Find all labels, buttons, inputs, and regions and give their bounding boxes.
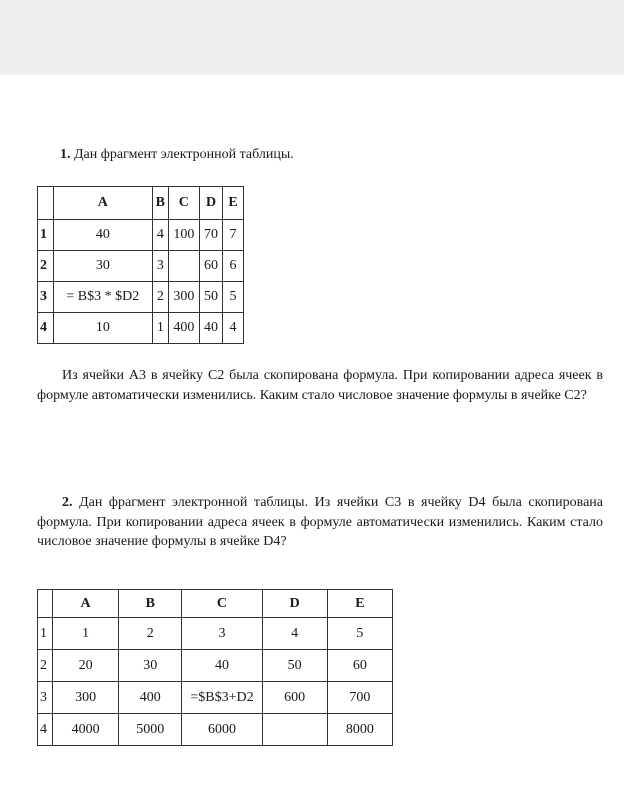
task1-cell: 40	[53, 220, 152, 251]
task1-cell: = B$3 * $D2	[53, 282, 152, 313]
task2-cell: 4000	[53, 714, 119, 746]
task2-cell: 1	[53, 618, 119, 650]
task2-row-header: 1	[38, 618, 53, 650]
task1-col-header: E	[223, 187, 244, 220]
task1-cell: 10	[53, 313, 152, 344]
task2-cell: 40	[182, 650, 262, 682]
task2-cell: 5000	[119, 714, 182, 746]
task1-cell	[168, 251, 199, 282]
task1-table-row	[38, 251, 244, 282]
task1-cell: 3	[153, 251, 169, 282]
task2-cell: 3	[182, 618, 262, 650]
task2-cell: 300	[53, 682, 119, 714]
task2-row-header: 2	[38, 650, 53, 682]
task2-number: 2.	[62, 495, 73, 510]
task1-corner-cell	[38, 187, 54, 220]
task1-question	[37, 366, 603, 405]
task2-col-header: B	[119, 590, 182, 618]
task1-cell: 40	[200, 313, 223, 344]
task1-cell: 1	[153, 313, 169, 344]
task2-cell: =$B$3+D2	[182, 682, 262, 714]
task2-table	[37, 589, 393, 746]
task1-cell: 300	[168, 282, 199, 313]
task1-col-header: B	[153, 187, 169, 220]
task2-cell: 2	[119, 618, 182, 650]
task2-table-row	[38, 714, 393, 746]
task2-cell: 8000	[327, 714, 392, 746]
task1-title-text: Дан фрагмент электронной таблицы.	[74, 147, 294, 162]
task2-col-header: E	[327, 590, 392, 618]
task2-cell	[262, 714, 327, 746]
task2-cell: 6000	[182, 714, 262, 746]
task2-cell: 5	[327, 618, 392, 650]
task1-header-row	[38, 187, 244, 220]
task2-col-header: D	[262, 590, 327, 618]
task1-cell: 50	[200, 282, 223, 313]
task1-question-text: Из ячейки A3 в ячейку C2 была скопирована формула. При копировании адреса ячеек в формуле автоматически изменились. Каким стало числовое значение формулы в ячейке C2?	[37, 368, 603, 403]
task1-cell: 7	[223, 220, 244, 251]
task1-table	[37, 186, 244, 344]
task1-col-header: D	[200, 187, 223, 220]
task2-table-row	[38, 618, 393, 650]
task2-cell: 400	[119, 682, 182, 714]
task2-cell: 50	[262, 650, 327, 682]
task2-row-header: 4	[38, 714, 53, 746]
task1-table-row	[38, 220, 244, 251]
task1-cell: 400	[168, 313, 199, 344]
task1-table-row	[38, 282, 244, 313]
task2-header-row	[38, 590, 393, 618]
task2-question	[37, 493, 603, 552]
task1-cell: 70	[200, 220, 223, 251]
task2-cell: 60	[327, 650, 392, 682]
task1-col-header: C	[168, 187, 199, 220]
task2-cell: 4	[262, 618, 327, 650]
task1-row-header: 1	[38, 220, 54, 251]
task2-question-text: Дан фрагмент электронной таблицы. Из ячейки C3 в ячейку D4 была скопирована формула. При копировании адреса ячеек в формуле автоматически изменились. Каким стало числовое значение формулы в ячейке D4?	[37, 495, 604, 549]
task2-corner-cell	[38, 590, 53, 618]
task2-col-header: C	[182, 590, 262, 618]
task2-col-header: A	[53, 590, 119, 618]
task1-cell: 2	[153, 282, 169, 313]
task1-table-row	[38, 313, 244, 344]
task2-cell: 600	[262, 682, 327, 714]
task1-cell: 30	[53, 251, 152, 282]
task2-table-row	[38, 650, 393, 682]
task2-cell: 20	[53, 650, 119, 682]
task2-cell: 30	[119, 650, 182, 682]
top-gray-band	[0, 0, 624, 75]
task1-row-header: 2	[38, 251, 54, 282]
task2-table-row	[38, 682, 393, 714]
task1-cell: 5	[223, 282, 244, 313]
task1-row-header: 3	[38, 282, 54, 313]
task2-cell: 700	[327, 682, 392, 714]
task2-row-header: 3	[38, 682, 53, 714]
task1-cell: 6	[223, 251, 244, 282]
task1-number: 1.	[60, 147, 71, 162]
task1-title	[60, 146, 294, 164]
task1-cell: 4	[223, 313, 244, 344]
task1-cell: 4	[153, 220, 169, 251]
task1-cell: 100	[168, 220, 199, 251]
task1-row-header: 4	[38, 313, 54, 344]
task1-col-header: A	[53, 187, 152, 220]
task1-cell: 60	[200, 251, 223, 282]
